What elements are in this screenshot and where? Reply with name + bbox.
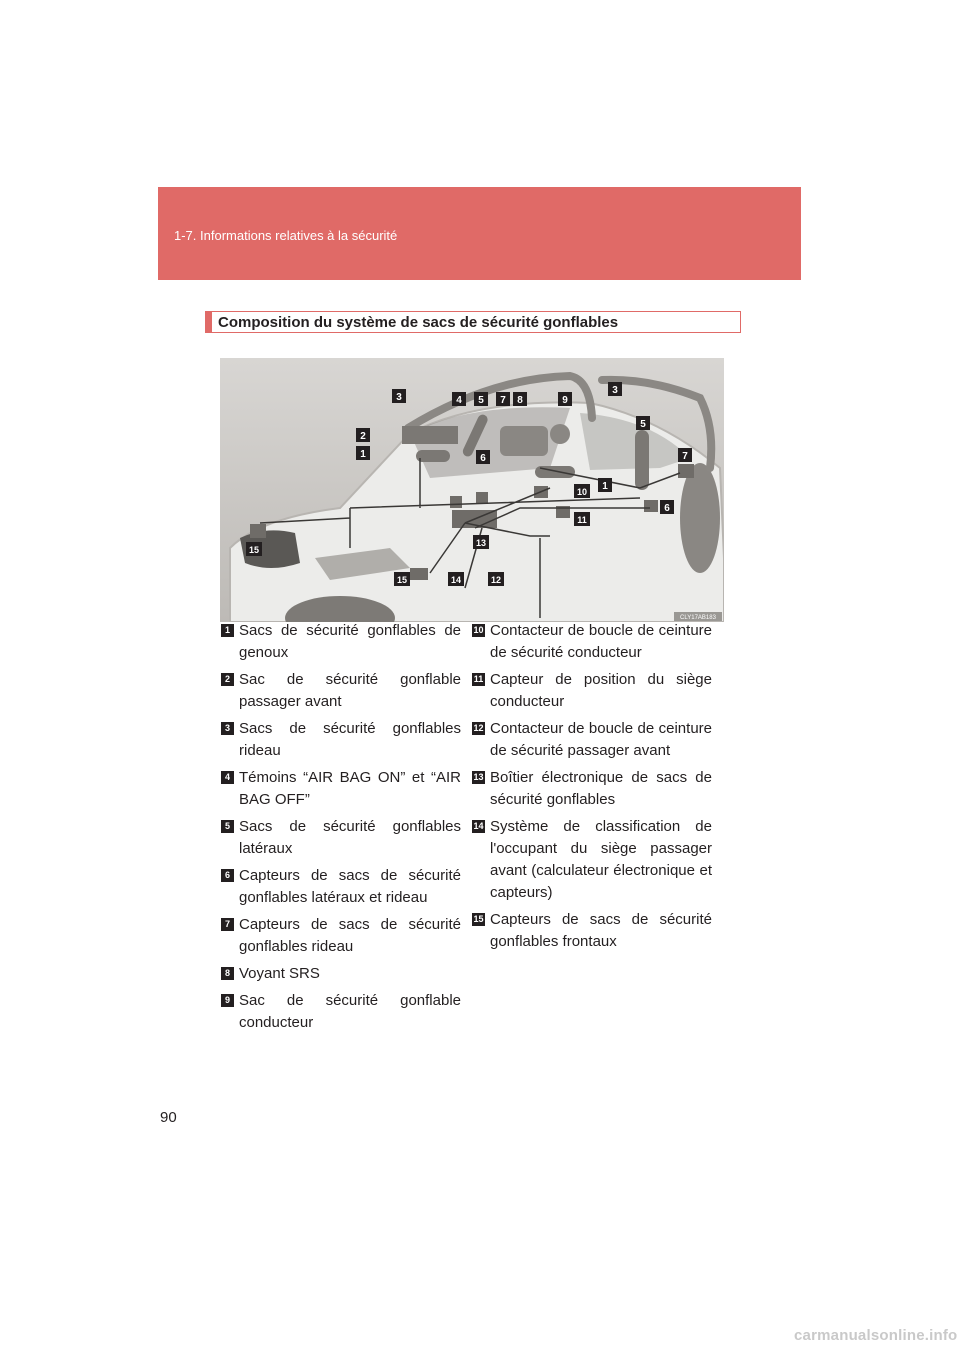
legend-number-badge: 10 <box>473 625 484 635</box>
legend-text: Capteur de position du siège conducteur <box>490 671 712 710</box>
legend-item <box>472 620 712 664</box>
legend-number-badge: 13 <box>473 772 484 782</box>
legend-number-badge: 6 <box>221 869 234 882</box>
callout-6-right <box>660 500 674 514</box>
steering-wheel <box>550 424 570 444</box>
watermark[interactable]: carmanualsonline.info <box>794 1327 958 1344</box>
legend-text: Sac de sécurité gonflable conducteur <box>239 992 461 1031</box>
legend-number-badge: 2 <box>221 673 234 686</box>
callout-6 <box>476 450 490 464</box>
sensor-front-1 <box>250 524 266 538</box>
svg-text:6: 6 <box>480 453 486 464</box>
legend-number-badge: 1 <box>221 624 234 637</box>
legend-number-badge: 7 <box>221 918 234 931</box>
legend-item <box>221 865 461 909</box>
legend-text: Contacteur de boucle de ceinture de sécurité conducteur <box>490 622 712 661</box>
callout-13 <box>473 535 489 549</box>
svg-text:12: 12 <box>490 575 502 585</box>
legend-number-badge: 5 <box>221 820 234 833</box>
sensor-block-2 <box>450 496 462 508</box>
legend-text: Voyant SRS <box>239 965 320 982</box>
legend-text: Sacs de sécurité gonflables latéraux <box>239 818 461 857</box>
legend-number-badge: 4 <box>221 771 234 784</box>
svg-text:15: 15 <box>396 575 408 585</box>
sensor-front-2 <box>410 568 428 580</box>
legend-item <box>221 620 461 664</box>
svg-text:15: 15 <box>248 545 260 555</box>
figure-code: CLY17AB183 <box>680 615 716 621</box>
callout-15-top <box>246 542 262 556</box>
page-number: 90 <box>160 1109 177 1126</box>
svg-text:11: 11 <box>577 515 587 525</box>
legend-number-badge: 8 <box>221 967 234 980</box>
callout-5-right <box>636 416 650 430</box>
svg-text:10: 10 <box>576 487 588 497</box>
svg-text:5: 5 <box>640 419 646 430</box>
callout-3-right <box>608 382 622 396</box>
legend-item <box>221 963 461 985</box>
svg-text:8: 8 <box>517 395 523 406</box>
legend-item <box>472 767 712 811</box>
svg-text:4: 4 <box>456 395 462 406</box>
svg-text:14: 14 <box>450 575 462 585</box>
sensor-block-7 <box>678 464 694 478</box>
title-accent-bar <box>206 312 212 332</box>
legend-number-badge: 9 <box>221 994 234 1007</box>
svg-text:6: 6 <box>664 503 670 514</box>
legend-number-badge: 3 <box>221 722 234 735</box>
legend-text: Système de classification de l'occupant du siège passager avant (calculateur électronique et capteurs) <box>490 818 712 901</box>
sensor-block-6 <box>644 500 658 512</box>
legend-text: Capteurs de sacs de sécurité gonflables latéraux et rideau <box>239 867 461 906</box>
callout-2 <box>356 428 370 442</box>
legend-item <box>221 816 461 860</box>
callout-7-right <box>678 448 692 462</box>
legend-number-badge: 15 <box>473 914 484 924</box>
callout-9 <box>558 392 572 406</box>
legend-item <box>472 909 712 953</box>
legend-item <box>472 669 712 713</box>
rear-wheel <box>680 463 720 573</box>
legend-item <box>472 816 712 904</box>
svg-text:5: 5 <box>478 395 484 406</box>
knee-airbag <box>416 450 450 462</box>
legend-text: Boîtier électronique de sacs de sécurité gonflables <box>490 769 712 808</box>
callout-10 <box>574 484 590 498</box>
passenger-airbag-module <box>402 426 458 444</box>
callout-15-bottom <box>394 572 410 586</box>
legend-right <box>472 620 712 958</box>
legend-item <box>221 990 461 1034</box>
side-airbag-rear <box>635 430 649 490</box>
section-title: Composition du système de sacs de sécurité gonflables <box>218 314 619 331</box>
legend-text: Sac de sécurité gonflable passager avant <box>239 671 461 710</box>
legend-item <box>221 669 461 713</box>
callout-1-right <box>598 478 612 492</box>
svg-text:7: 7 <box>500 395 506 406</box>
callout-8 <box>513 392 527 406</box>
legend-item <box>221 914 461 958</box>
legend-number-badge: 12 <box>473 723 484 733</box>
callout-12 <box>488 572 504 586</box>
callout-14 <box>448 572 464 586</box>
sensor-block-3 <box>476 492 488 504</box>
chapter-header <box>158 187 801 280</box>
legend-text: Capteurs de sacs de sécurité gonflables rideau <box>239 916 461 955</box>
callout-4 <box>452 392 466 406</box>
svg-text:7: 7 <box>682 451 688 462</box>
callout-3 <box>392 389 406 403</box>
legend-item <box>472 718 712 762</box>
svg-text:1: 1 <box>360 449 366 460</box>
svg-text:9: 9 <box>562 395 568 406</box>
svg-text:13: 13 <box>475 538 487 548</box>
callout-7 <box>496 392 510 406</box>
svg-text:3: 3 <box>396 392 402 403</box>
svg-text:1: 1 <box>602 481 608 492</box>
legend-number-badge: 11 <box>473 674 484 684</box>
callout-5 <box>474 392 488 406</box>
section-title-box <box>205 311 741 333</box>
legend-text: Contacteur de boucle de ceinture de sécurité passager avant <box>490 720 712 759</box>
airbag-diagram <box>220 358 724 622</box>
driver-airbag <box>500 426 548 456</box>
section-label: 1-7. Informations relatives à la sécurité <box>174 228 398 243</box>
legend-left <box>221 620 461 1039</box>
svg-text:3: 3 <box>612 385 618 396</box>
callout-11 <box>574 512 590 526</box>
legend-number-badge: 14 <box>473 821 484 831</box>
callout-1 <box>356 446 370 460</box>
legend-text: Sacs de sécurité gonflables rideau <box>239 720 461 759</box>
legend-item <box>221 718 461 762</box>
svg-text:2: 2 <box>360 431 366 442</box>
legend-text: Sacs de sécurité gonflables de genoux <box>239 622 461 661</box>
legend-text: Témoins “AIR BAG ON” et “AIR BAG OFF” <box>239 769 461 808</box>
legend-item <box>221 767 461 811</box>
legend-text: Capteurs de sacs de sécurité gonflables frontaux <box>490 911 712 950</box>
